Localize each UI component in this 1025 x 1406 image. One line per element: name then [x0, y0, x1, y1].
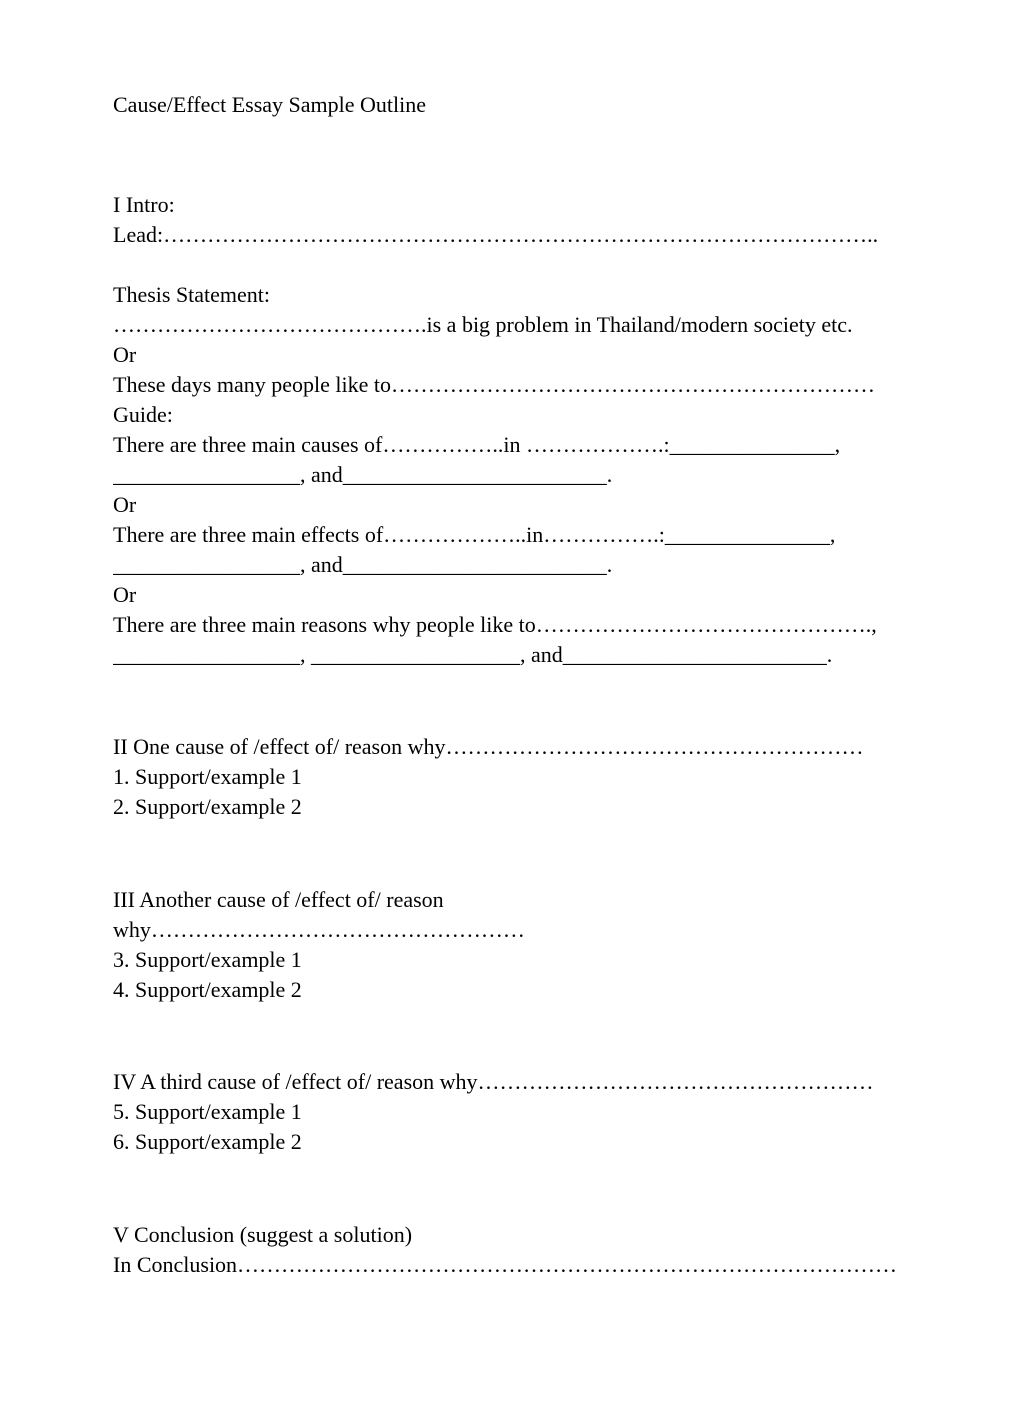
support-item: 6. Support/example 2	[113, 1129, 302, 1154]
or-separator: Or	[113, 582, 137, 607]
guide-causes-blank-line: _________________, and________________________.	[113, 462, 613, 487]
conclusion-heading: V Conclusion (suggest a solution)	[113, 1222, 413, 1247]
section-two-heading: II One cause of /effect of/ reason why…………………………………………………	[113, 734, 864, 759]
document-title: Cause/Effect Essay Sample Outline	[113, 92, 427, 117]
section-four-heading: IV A third cause of /effect of/ reason why………………………………………………	[113, 1069, 874, 1094]
guide-heading: Guide:	[113, 402, 173, 427]
support-item: 2. Support/example 2	[113, 794, 302, 819]
support-item: 3. Support/example 1	[113, 947, 302, 972]
support-item: 5. Support/example 1	[113, 1099, 302, 1124]
guide-effects-blank-line: _________________, and________________________.	[113, 552, 613, 577]
guide-reasons-line: There are three main reasons why people like to……………………………………….,	[113, 612, 877, 637]
thesis-dotted-line: …………………………………….is a big problem in Thailand/modern society etc.	[113, 312, 853, 337]
intro-heading: I Intro:	[113, 192, 175, 217]
guide-reasons-blank-line: _________________, ___________________, and________________________.	[113, 642, 833, 667]
support-item: 1. Support/example 1	[113, 764, 302, 789]
section-thesis	[113, 280, 963, 670]
section-two-one-cause	[113, 732, 963, 822]
support-item: 4. Support/example 2	[113, 977, 302, 1002]
or-separator: Or	[113, 342, 137, 367]
guide-causes-line: There are three main causes of……………..in ……………….:_______________,	[113, 432, 841, 457]
section-intro	[113, 190, 963, 250]
conclusion-dotted-line: In Conclusion………………………………………………………………………………	[113, 1252, 898, 1277]
guide-effects-line: There are three main effects of………………..in…………….:_______________,	[113, 522, 836, 547]
lead-dotted-line: Lead:……………………………………………………………………………………..	[113, 222, 879, 247]
thesis-heading: Thesis Statement:	[113, 282, 271, 307]
section-four-third-cause	[113, 1067, 963, 1157]
section-conclusion	[113, 1220, 963, 1280]
or-separator: Or	[113, 492, 137, 517]
section-three-heading-cont: why……………………………………………	[113, 917, 525, 942]
section-three-heading: III Another cause of /effect of/ reason	[113, 887, 444, 912]
section-three-another-cause	[113, 885, 963, 1005]
thesis-alt-dotted-line: These days many people like to…………………………………………………………	[113, 372, 875, 397]
